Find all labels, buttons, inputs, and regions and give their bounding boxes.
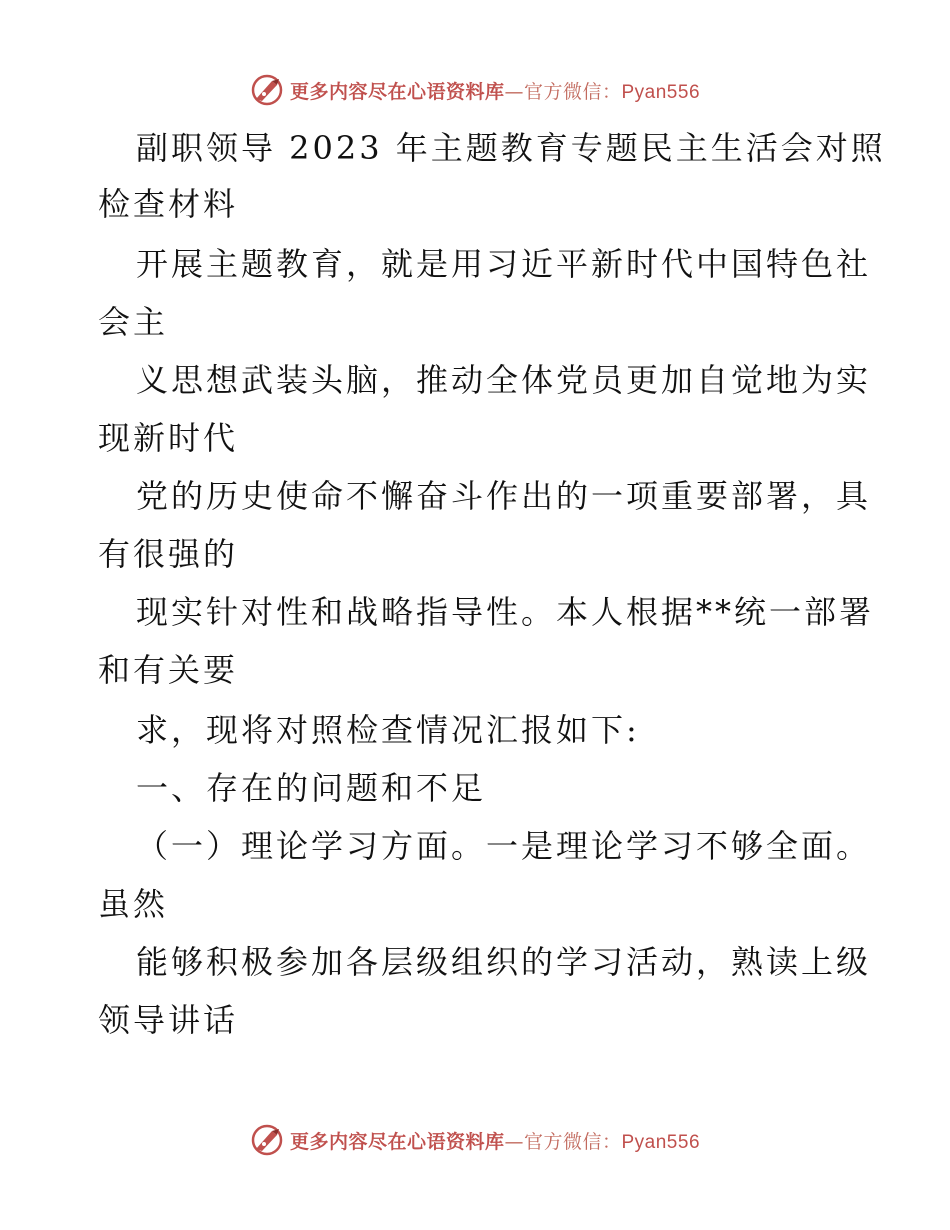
section-heading: 一、存在的问题和不足 — [136, 769, 487, 807]
paragraph-line: 党的历史使命不懈奋斗作出的一项重要部署，具 — [136, 477, 872, 515]
watermark-wechat-id: Pyan556 — [621, 81, 701, 103]
pen-nib-logo-icon — [250, 1123, 284, 1157]
doc-title-line-2: 检查材料 — [98, 185, 239, 223]
footer-watermark — [0, 1120, 950, 1160]
watermark-contact: 官方微信： — [523, 1130, 622, 1153]
paragraph-line: 开展主题教育，就是用习近平新时代中国特色社 — [136, 245, 872, 283]
paragraph-line: 求，现将对照检查情况汇报如下: — [136, 711, 640, 749]
paragraph-line: 现新时代 — [98, 419, 239, 457]
watermark-dash: — — [504, 80, 524, 103]
watermark-wechat-id: Pyan556 — [621, 1131, 701, 1153]
paragraph-line: 有很强的 — [98, 535, 239, 573]
watermark-site: 更多内容尽在心语资料库 — [289, 1130, 505, 1153]
subsection-line: （一）理论学习方面。一是理论学习不够全面。 — [136, 827, 872, 865]
paragraph-line: 和有关要 — [98, 651, 239, 689]
paragraph-line: 义思想武装头脑，推动全体党员更加自觉地为实 — [136, 361, 872, 399]
paragraph-line: 会主 — [98, 303, 169, 341]
header-watermark — [0, 70, 950, 110]
paragraph-line: 能够积极参加各层级组织的学习活动，熟读上级 — [136, 943, 872, 981]
watermark-contact: 官方微信： — [523, 80, 622, 103]
pen-nib-logo-icon — [250, 73, 284, 107]
doc-title-line-1: 副职领导 2023 年主题教育专题民主生活会对照 — [136, 129, 886, 167]
paragraph-line: 领导讲话 — [98, 1001, 239, 1039]
watermark-text — [290, 77, 700, 104]
paragraph-line: 虽然 — [98, 885, 169, 923]
watermark-text — [290, 1127, 700, 1154]
watermark-dash: — — [504, 1130, 524, 1153]
watermark-site: 更多内容尽在心语资料库 — [289, 80, 505, 103]
paragraph-line: 现实针对性和战略指导性。本人根据**统一部署 — [136, 593, 875, 631]
